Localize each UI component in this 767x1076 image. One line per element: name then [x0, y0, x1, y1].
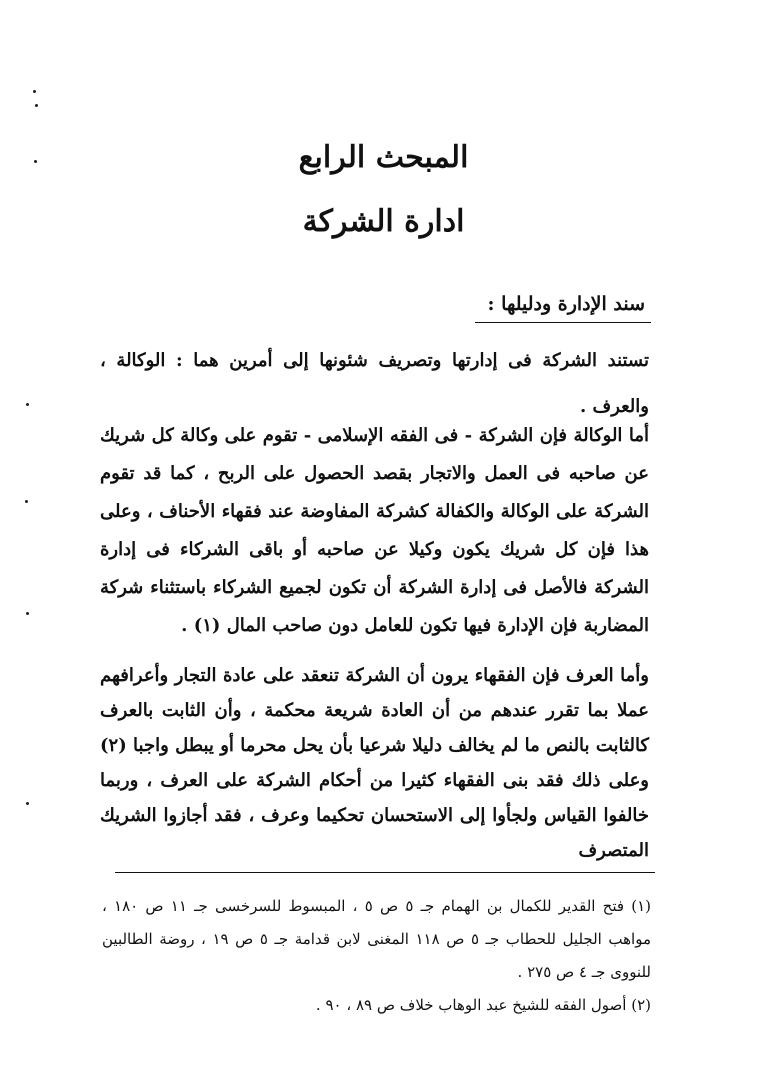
- paragraph-intro: تستند الشركة فى إدارتها وتصريف شئونها إلى أمرين هما : الوكالة ، والعرف .: [100, 350, 649, 417]
- scan-speck: [35, 104, 38, 107]
- footnote-1: (١) فتح القدير للكمال بن الهمام جـ ٥ ص ٥ ، المبسوط للسرخسى جـ ١١ ص ١٨٠ ، مواهب الجليل للحطاب جـ ٥ ص ١١٨ المغنى لابن قدامة جـ ٥ ص ١٩ ، روضة الطالبين للنووى جـ ٤ ص ٢٧٥ .: [102, 897, 652, 981]
- footnotes: [102, 890, 651, 1022]
- footnote-2: (٢) أصول الفقه للشيخ عبد الوهاب خلاف ص ٨٩ ، ٩٠ .: [315, 996, 651, 1014]
- chapter-title: المبحث الرابع: [298, 140, 469, 175]
- scan-speck: [26, 612, 29, 615]
- paragraph-agency: أما الوكالة فإن الشركة - فى الفقه الإسلامى - تقوم على وكالة كل شريك عن صاحبه فى العمل والاتجار بقصد الحصول على الربح ، كما قد تقوم الشركة على الوكالة والكفالة كشركة المفاوضة عند فقهاء الأحناف ، وعلى هذا فإن كل شريك يكون وكيلا عن صاحبه أو باقى الشركاء فى إدارة الشركة فالأصل فى إدارة الشركة أن تكون لجميع الشركاء باستثناء شركة المضاربة فإن الإدارة فيها تكون للعامل دون صاحب المال (١) .: [100, 425, 649, 636]
- scan-speck: [26, 403, 29, 406]
- chapter-subtitle: ادارة الشركة: [302, 204, 465, 239]
- footnote-divider: [115, 872, 655, 873]
- paragraph-custom: وأما العرف فإن الفقهاء يرون أن الشركة تنعقد على عادة التجار وأعرافهم عملا بما تقرر عندهم من أن العادة شريعة محكمة ، وأن الثابت بالعرف كالثابت بالنص ما لم يخالف دليلا شرعيا بأن يحل محرما أو يبطل واجبا (٢) وعلى ذلك فقد بنى الفقهاء كثيرا من أحكام الشركة على العرف ، وربما خالفوا القياس ولجأوا إلى الاستحسان تحكيما وعرف ، فقد أجازوا الشريك المتصرف: [100, 665, 649, 861]
- scan-speck: [25, 500, 28, 503]
- scan-speck: [34, 160, 37, 163]
- scan-speck: [26, 802, 29, 805]
- section-heading: سند الإدارة ودليلها :: [475, 290, 651, 323]
- scan-speck: [33, 90, 36, 93]
